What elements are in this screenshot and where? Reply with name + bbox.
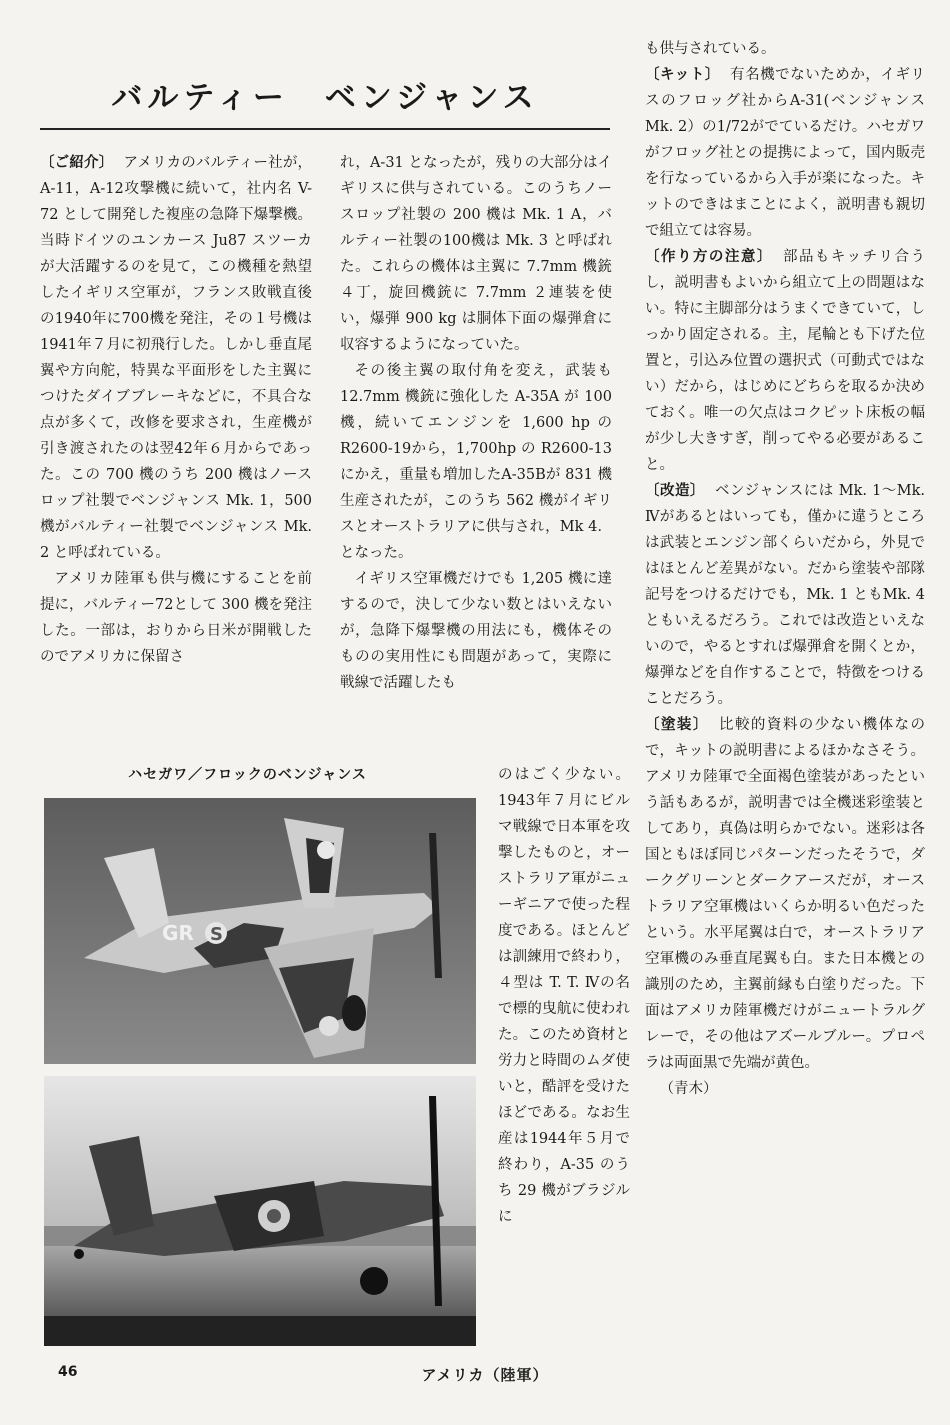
model-code-text: GR xyxy=(162,921,194,945)
kit-tag: 〔キット〕 xyxy=(645,67,720,83)
model-photo-top xyxy=(44,798,476,1064)
model-photo-top-illustration xyxy=(44,798,476,1064)
intro-paragraph-3: れ，A-31 となったが，残りの大部分はイギリスに供与されている。このうちノースロップ社製の 200 機は Mk. 1 A，バルティー社製の100機は Mk. 3 と呼ばれた。これらの機体は主翼に 7.7mm 機銃４丁，旋回機銃に 7.7mm ２連装を使い，爆弾 900 kg は胴体下面の爆弾倉に収容するようになっていた。 xyxy=(340,155,612,353)
paint-section xyxy=(645,712,925,1076)
model-photo-bottom xyxy=(44,1076,476,1346)
photo-caption: ハセガワ／フロックのベンジャンス xyxy=(128,767,367,783)
build-tag: 〔作り方の注意〕 xyxy=(645,249,773,265)
author-credit: （青木） xyxy=(659,1081,718,1097)
kit-section xyxy=(645,62,925,244)
modification-section xyxy=(645,478,925,712)
intro-paragraph-4: その後主翼の取付角を変え，武装も12.7mm 機銃に強化した A-35A が 100 機，続いてエンジンを 1,600 hp の R2600-19から，1,700hp の R2600-13にかえ，重量も増加したA-35Bが 831 機生産されたが，このうち 562 機がイギリスとオーストラリアに供与され，Mk 4．となった。 xyxy=(340,363,612,561)
model-photo-bottom-illustration xyxy=(44,1076,476,1346)
intro-paragraph-7: も供与されている。 xyxy=(645,41,776,57)
section-label: アメリカ（陸軍） xyxy=(421,1366,549,1384)
intro-paragraph-6: のはごく少ない。1943年７月にビルマ戦線で日本軍を攻撃したものと，オーストラリア軍がニューギニアで使った程度である。ほとんどは訓練用で終わり，４型は T. T. Ⅳの名で標的曳航に使われた。このため資材と労力と時間のムダ使いと，酷評を受けたほどである。なお生産は1944年５月で終わり，A-35 のうち 29 機がブラジルに xyxy=(498,767,630,1225)
column-2 xyxy=(340,150,612,696)
article-title: バルティー ベンジャンス xyxy=(111,80,539,116)
title-rule xyxy=(40,128,610,130)
paint-tag: 〔塗装〕 xyxy=(645,717,709,733)
intro-tag: 〔ご紹介〕 xyxy=(40,155,114,171)
kit-text: 有名機でないためか，イギリスのフロッグ社からA-31(ベンジャンスMk. 2）の1/72がでているだけ。ハセガワがフロッグ社との提携によって，国内販売を行なっているから入手が楽になった。キットのできはまことによく，説明書も親切で組立ては容易。 xyxy=(645,67,925,239)
intro-paragraph-1 xyxy=(40,150,312,566)
column-3-continuation xyxy=(498,762,630,1230)
page-number: 46 xyxy=(58,1364,78,1380)
model-code-letter: S xyxy=(210,924,223,945)
intro-text-1: アメリカのバルティー社が，A-11，A-12攻撃機に続いて，社内名 V-72 として開発した複座の急降下爆撃機。当時ドイツのユンカース Ju87 スツーカが大活躍するのを見て，この機種を熱望したイギリス空軍が，フランス敗戦直後の1940年に700機を発注，その１号機は1941年７月に初飛行した。しかし垂直尾翼や方向舵，特異な平面形をした主翼につけたダイブブレーキなどに，不具合な点が多くて，改修を要求され，生産機が引き渡されたのは翌42年６月からであった。この 700 機のうち 200 機はノースロップ社製でベンジャンス Mk. 1，500 機がバルティー社製でベンジャンス Mk. 2 と呼ばれている。 xyxy=(40,155,313,561)
modification-tag: 〔改造〕 xyxy=(645,483,705,499)
column-4 xyxy=(645,36,925,1102)
intro-paragraph-2: アメリカ陸軍も供与機にすることを前提に，バルティー72として 300 機を発注した。一部は，おりから日米が開戦したのでアメリカに保留さ xyxy=(40,571,312,665)
build-text: 部品もキッチリ合うし，説明書もよいから組立て上の問題はない。特に主脚部分はうまくできていて，しっかり固定される。主，尾輪とも下げた位置と，引込み位置の選択式（可動式ではない）だから，はじめにどちらを取るか決めておく。唯一の欠点はコクピット床板の幅が少し大きすぎ，削ってやる必要があること。 xyxy=(645,249,925,473)
build-section xyxy=(645,244,925,478)
column-1 xyxy=(40,150,312,670)
intro-paragraph-5: イギリス空軍機だけでも 1,205 機に達するので，決して少ない数とはいえないが，急降下爆撃機の用法にも，機体そのものの実用性にも問題があって，実際に戦線で活躍したも xyxy=(340,571,612,691)
modification-text: ベンジャンスには Mk. 1～Mk. Ⅳがあるとはいっても，僅かに違うところは武装とエンジン部くらいだから，外見ではほとんど差異がない。だから塗装や部隊記号をつけるだけでも，Mk. 1 ともMk. 4 ともいえるだろう。これでは改造といえないので，やるとすれば爆弾倉を開くとか，爆弾などを自作することで，特徴をつけることだろう。 xyxy=(645,483,926,707)
paint-text: 比較的資料の少ない機体なので，キットの説明書によるほかなさそう。アメリカ陸軍で全面褐色塗装があったという話もあるが，説明書では全機迷彩塗装としてあり，真偽は明らかでない。迷彩は各国ともほぼ同じパターンだったそうで，ダークグリーンとダークアースだが，オーストラリア空軍機はいくらか明るい色だったという。水平尾翼は白で，オーストラリア空軍機のみ垂直尾翼も白。また日本機との識別のため，主翼前縁も白塗りだった。下面はアメリカ陸軍機だけがニュートラルグレーで，その他はアズールブルー。プロペラは両面黒で先端が黄色。 xyxy=(645,717,926,1071)
